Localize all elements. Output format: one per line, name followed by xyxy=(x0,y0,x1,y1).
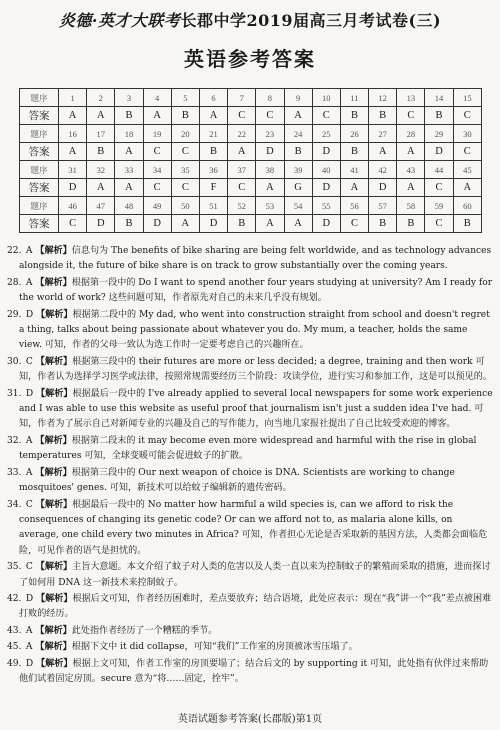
question-number-cell: 10 xyxy=(312,89,340,107)
question-number-cell: 38 xyxy=(256,161,284,179)
question-number-cell: 2 xyxy=(87,89,115,107)
answer-cell: C xyxy=(397,107,425,125)
answer-cell: D xyxy=(369,179,397,197)
question-number: 35. xyxy=(7,562,22,573)
explanation-item xyxy=(7,275,493,307)
question-number-cell: 26 xyxy=(340,125,368,143)
answer-cell: A xyxy=(115,179,143,197)
question-number-cell: 11 xyxy=(340,89,368,107)
explanation-text: 根据第一段中的 Do I want to spend another four years studying at university? Am I ready for the world of work? 这些问题可知，作者原先对自己的未来几乎没有规划。 xyxy=(19,277,493,304)
answer-cell: B xyxy=(369,107,397,125)
explanation-item xyxy=(7,307,493,354)
question-number-cell: 18 xyxy=(115,125,143,143)
question-number-cell: 52 xyxy=(228,197,256,215)
answer-cell: B xyxy=(115,215,143,233)
explanation-item xyxy=(7,591,493,623)
answer-letter: D xyxy=(23,388,37,399)
explanation-text: 根据后文可知，作者经历困难时，差点要放弃；结合语境，此处应表示：现在“我”讲一个“我”差点被困难打败的经历。 xyxy=(19,593,492,620)
analysis-tag: 【解析】 xyxy=(36,308,73,320)
question-number-cell: 20 xyxy=(171,125,199,143)
answer-cell: D xyxy=(312,215,340,233)
explanation-text: 根据上文可知，作者工作室的房顶要塌了；结合后文的 by supporting it 可知，此处指有伙伴过来帮助他们试着固定房顶。secure 意为“将……固定，拴牢”。 xyxy=(19,658,489,684)
question-number-cell: 28 xyxy=(397,125,425,143)
question-number-cell: 6 xyxy=(199,89,227,107)
answer-cell: B xyxy=(284,143,312,161)
answer-letter: D xyxy=(23,658,37,669)
answer-row xyxy=(20,179,482,197)
answer-cell: A xyxy=(143,107,171,125)
question-number-cell: 12 xyxy=(369,89,397,107)
question-number-cell: 47 xyxy=(87,197,115,215)
question-number-cell: 31 xyxy=(59,161,87,179)
explanation-item xyxy=(7,243,493,275)
answer-cell: A xyxy=(115,143,143,161)
explanation-item xyxy=(7,559,493,591)
answer-row xyxy=(20,143,482,161)
analysis-tag: 【解析】 xyxy=(36,387,73,399)
question-number-cell: 7 xyxy=(228,89,256,107)
answer-cell: C xyxy=(425,215,453,233)
question-number: 32. xyxy=(7,435,22,446)
answer-cell: C xyxy=(228,179,256,197)
analysis-tag: 【解析】 xyxy=(35,624,72,636)
question-number-row xyxy=(20,125,482,143)
explanation-item xyxy=(7,465,493,497)
explanation-item xyxy=(7,639,493,655)
answer-label-cell: 答案 xyxy=(20,179,59,197)
question-number-cell: 16 xyxy=(59,125,87,143)
document-subtitle: 英语参考答案 xyxy=(184,47,316,71)
answer-letter: C xyxy=(23,499,36,510)
answer-letter: C xyxy=(23,562,36,573)
question-number-cell: 46 xyxy=(59,197,87,215)
explanation-text: 根据最后一段中的 I've already applied to several local newspapers for some work experience and I was able to use this website as useful proof that journalism isn't just a sudden idea I've had. 可知，作者为了展示自己对新闻专业的兴趣及自己的写作能力，向当地几家报社提出了自己比较受欢迎的博客。 xyxy=(19,388,493,430)
question-number-cell: 57 xyxy=(369,197,397,215)
question-number-cell: 19 xyxy=(143,125,171,143)
answer-table-body xyxy=(20,89,482,233)
brand-name: 炎德·英才大联考 xyxy=(58,11,181,30)
answer-cell: D xyxy=(256,143,284,161)
question-number-cell: 48 xyxy=(115,197,143,215)
answer-cell: D xyxy=(87,215,115,233)
explanations-section xyxy=(7,243,493,687)
answer-cell: A xyxy=(397,179,425,197)
answer-letter: A xyxy=(23,435,36,446)
answer-letter: A xyxy=(23,642,36,653)
question-number-cell: 15 xyxy=(453,89,481,107)
question-number: 33. xyxy=(7,467,22,478)
answer-row xyxy=(20,215,482,233)
analysis-tag: 【解析】 xyxy=(35,561,73,573)
question-number-cell: 33 xyxy=(115,161,143,179)
answer-letter: D xyxy=(23,309,37,320)
question-number-cell: 56 xyxy=(340,197,368,215)
question-number: 31. xyxy=(7,388,22,399)
answer-cell: C xyxy=(453,143,481,161)
answer-cell: C xyxy=(312,107,340,125)
answer-cell: A xyxy=(87,107,115,125)
explanation-text: 根据第二段中的 My dad, who went into construction straight from school and doesn't regret a thing, talks about being passionate about whatever you do. My mum, a teacher, holds the same view. 可知，作者的父母一致认为选工作时一定要考虑自己的兴趣所在。 xyxy=(19,309,490,351)
page-header xyxy=(0,8,500,72)
analysis-tag: 【解析】 xyxy=(35,355,73,367)
question-number: 45. xyxy=(7,642,22,653)
answer-cell: A xyxy=(59,143,87,161)
question-number-cell: 36 xyxy=(199,161,227,179)
answer-letter: A xyxy=(23,246,36,256)
answer-cell: D xyxy=(312,179,340,197)
exam-name: 长郡中学2019届高三月考试卷(三) xyxy=(180,11,442,30)
question-number-cell: 51 xyxy=(199,197,227,215)
answer-cell: D xyxy=(312,143,340,161)
answer-cell: C xyxy=(425,179,453,197)
analysis-tag: 【解析】 xyxy=(36,657,73,669)
explanation-item xyxy=(7,623,493,639)
question-number: 42. xyxy=(7,593,22,604)
answer-cell: A xyxy=(340,179,368,197)
answer-cell: C xyxy=(228,107,256,125)
answer-label-cell: 答案 xyxy=(20,143,59,161)
answer-cell: A xyxy=(59,107,87,125)
question-number-cell: 14 xyxy=(425,89,453,107)
question-number-cell: 41 xyxy=(340,161,368,179)
explanation-text: 根据第三段中的 their futures are more or less decided; a degree, training and then work 可知，作者认为选择学习医学或法律，按照常规需要经历三个阶段：攻读学位，进行实习和参加工作，这是可以预见的。 xyxy=(19,356,492,383)
question-number-cell: 4 xyxy=(143,89,171,107)
answer-cell: C xyxy=(453,107,481,125)
answer-cell: A xyxy=(87,179,115,197)
question-number-cell: 34 xyxy=(143,161,171,179)
question-number-cell: 24 xyxy=(284,125,312,143)
answer-cell: B xyxy=(87,143,115,161)
answer-cell: A xyxy=(284,107,312,125)
explanation-item xyxy=(7,386,493,433)
question-number-cell: 1 xyxy=(59,89,87,107)
question-number-cell: 23 xyxy=(256,125,284,143)
question-number-cell: 53 xyxy=(256,197,284,215)
question-number: 43. xyxy=(7,625,22,636)
answer-cell: B xyxy=(397,215,425,233)
question-number-cell: 35 xyxy=(171,161,199,179)
question-number-cell: 50 xyxy=(171,197,199,215)
answer-cell: A xyxy=(256,215,284,233)
answer-cell: D xyxy=(59,179,87,197)
analysis-tag: 【解析】 xyxy=(35,434,72,446)
question-number-cell: 27 xyxy=(369,125,397,143)
exam-title xyxy=(0,8,500,31)
question-number-cell: 25 xyxy=(312,125,340,143)
answer-label-cell: 答案 xyxy=(20,215,59,233)
question-number-cell: 39 xyxy=(284,161,312,179)
question-number-cell: 45 xyxy=(453,161,481,179)
answer-cell: B xyxy=(453,215,481,233)
question-number-cell: 32 xyxy=(87,161,115,179)
analysis-tag: 【解析】 xyxy=(36,592,73,604)
answer-cell: B xyxy=(369,215,397,233)
answer-cell: B xyxy=(228,215,256,233)
question-number-cell: 22 xyxy=(228,125,256,143)
question-number-cell: 13 xyxy=(397,89,425,107)
question-number-cell: 30 xyxy=(453,125,481,143)
question-number-cell: 43 xyxy=(397,161,425,179)
answer-cell: D xyxy=(425,143,453,161)
question-number-cell: 5 xyxy=(171,89,199,107)
analysis-tag: 【解析】 xyxy=(35,498,73,510)
answer-cell: B xyxy=(425,107,453,125)
answer-letter: A xyxy=(23,625,36,636)
question-number: 22. xyxy=(7,246,22,256)
analysis-tag: 【解析】 xyxy=(35,276,72,288)
question-number-cell: 60 xyxy=(453,197,481,215)
answer-cell: B xyxy=(115,107,143,125)
explanation-text: 主旨大意题。本文介绍了蚊子对人类的危害以及人类一直以来为控制蚊子的繁殖而采取的措施，进而探讨了如何用 DNA 这一新技术来控制蚊子。 xyxy=(19,562,491,588)
answer-cell: B xyxy=(199,143,227,161)
answer-cell: F xyxy=(199,179,227,197)
explanation-text: 根据最后一段中的 No matter how harmful a wild species is, can we afford to risk the consequences of changing its genetic code? Or can we afford not to, as malaria alone kills, on average, one child every two minutes in Africa? 可知，作者担心无论是否采取新的基因方法，人类都会面临危险，可见作者的语气是担忧的。 xyxy=(19,499,488,556)
question-number-row xyxy=(20,161,482,179)
question-label-cell: 题序 xyxy=(20,197,59,215)
answer-cell: A xyxy=(453,179,481,197)
answer-cell: A xyxy=(171,215,199,233)
analysis-tag: 【解析】 xyxy=(35,466,72,478)
question-number-row xyxy=(20,89,482,107)
answer-cell: D xyxy=(143,215,171,233)
answer-cell: A xyxy=(284,215,312,233)
answer-cell: A xyxy=(397,143,425,161)
question-number-cell: 37 xyxy=(228,161,256,179)
explanation-item xyxy=(7,433,493,465)
explanation-item xyxy=(7,656,493,688)
answer-cell: C xyxy=(256,107,284,125)
question-number-cell: 3 xyxy=(115,89,143,107)
explanation-text: 根据第三段中的 Our next weapon of choice is DNA. Scientists are working to change mosquitoes' genes. 可知，新技术可以给蚊子编辑新的遗传密码。 xyxy=(19,467,455,494)
answer-cell: C xyxy=(143,143,171,161)
answer-cell: A xyxy=(369,143,397,161)
question-number-cell: 8 xyxy=(256,89,284,107)
explanation-text: 根据第二段末的 it may become even more widespread and harmful with the rise in global temperatures 可知，全球变暖可能会促进蚊子的扩散。 xyxy=(19,435,477,462)
question-number: 49. xyxy=(7,658,22,669)
question-label-cell: 题序 xyxy=(20,161,59,179)
answer-letter: D xyxy=(23,593,37,604)
answer-cell: C xyxy=(340,215,368,233)
answer-cell: B xyxy=(171,107,199,125)
explanation-item xyxy=(7,354,493,386)
answer-cell: C xyxy=(143,179,171,197)
question-number-cell: 42 xyxy=(369,161,397,179)
question-number-cell: 49 xyxy=(143,197,171,215)
answer-row xyxy=(20,107,482,125)
question-number-cell: 40 xyxy=(312,161,340,179)
question-number-cell: 21 xyxy=(199,125,227,143)
question-number-row xyxy=(20,197,482,215)
answer-letter: C xyxy=(23,356,36,367)
explanation-item xyxy=(7,497,493,560)
answer-cell: G xyxy=(284,179,312,197)
page-footer: 英语试题参考答案(长郡版)第1页 xyxy=(177,714,323,725)
question-label-cell: 题序 xyxy=(20,89,59,107)
answer-cell: A xyxy=(199,107,227,125)
question-number-cell: 59 xyxy=(425,197,453,215)
answer-cell: A xyxy=(228,143,256,161)
answer-cell: D xyxy=(199,215,227,233)
analysis-tag: 【解析】 xyxy=(35,245,72,256)
answer-cell: C xyxy=(59,215,87,233)
question-number-cell: 54 xyxy=(284,197,312,215)
answer-letter: A xyxy=(23,277,36,288)
answer-cell: B xyxy=(340,143,368,161)
answer-cell: B xyxy=(340,107,368,125)
explanation-text: 信息句为 The benefits of bike sharing are being felt worldwide, and as technology advances alongside it, the future of bike share is on track to grow substantially over the coming years. xyxy=(19,246,492,272)
answer-table xyxy=(19,88,482,233)
explanation-text: 此处指作者经历了一个糟糕的季节。 xyxy=(71,625,218,636)
question-label-cell: 题序 xyxy=(20,125,59,143)
explanation-text: 根据下文中 it did collapse，可知“我们”工作室的房顶被冰雪压塌了。 xyxy=(71,642,358,653)
answer-cell: C xyxy=(171,143,199,161)
question-number-cell: 58 xyxy=(397,197,425,215)
answer-label-cell: 答案 xyxy=(20,107,59,125)
question-number: 30. xyxy=(7,356,22,367)
question-number: 29. xyxy=(7,309,22,320)
question-number-cell: 55 xyxy=(312,197,340,215)
analysis-tag: 【解析】 xyxy=(35,641,72,653)
question-number-cell: 9 xyxy=(284,89,312,107)
question-number: 34. xyxy=(7,499,22,510)
answer-letter: A xyxy=(23,467,36,478)
question-number-cell: 44 xyxy=(425,161,453,179)
question-number-cell: 17 xyxy=(87,125,115,143)
answer-cell: C xyxy=(171,179,199,197)
question-number: 28. xyxy=(7,277,22,288)
answer-cell: A xyxy=(256,179,284,197)
question-number-cell: 29 xyxy=(425,125,453,143)
